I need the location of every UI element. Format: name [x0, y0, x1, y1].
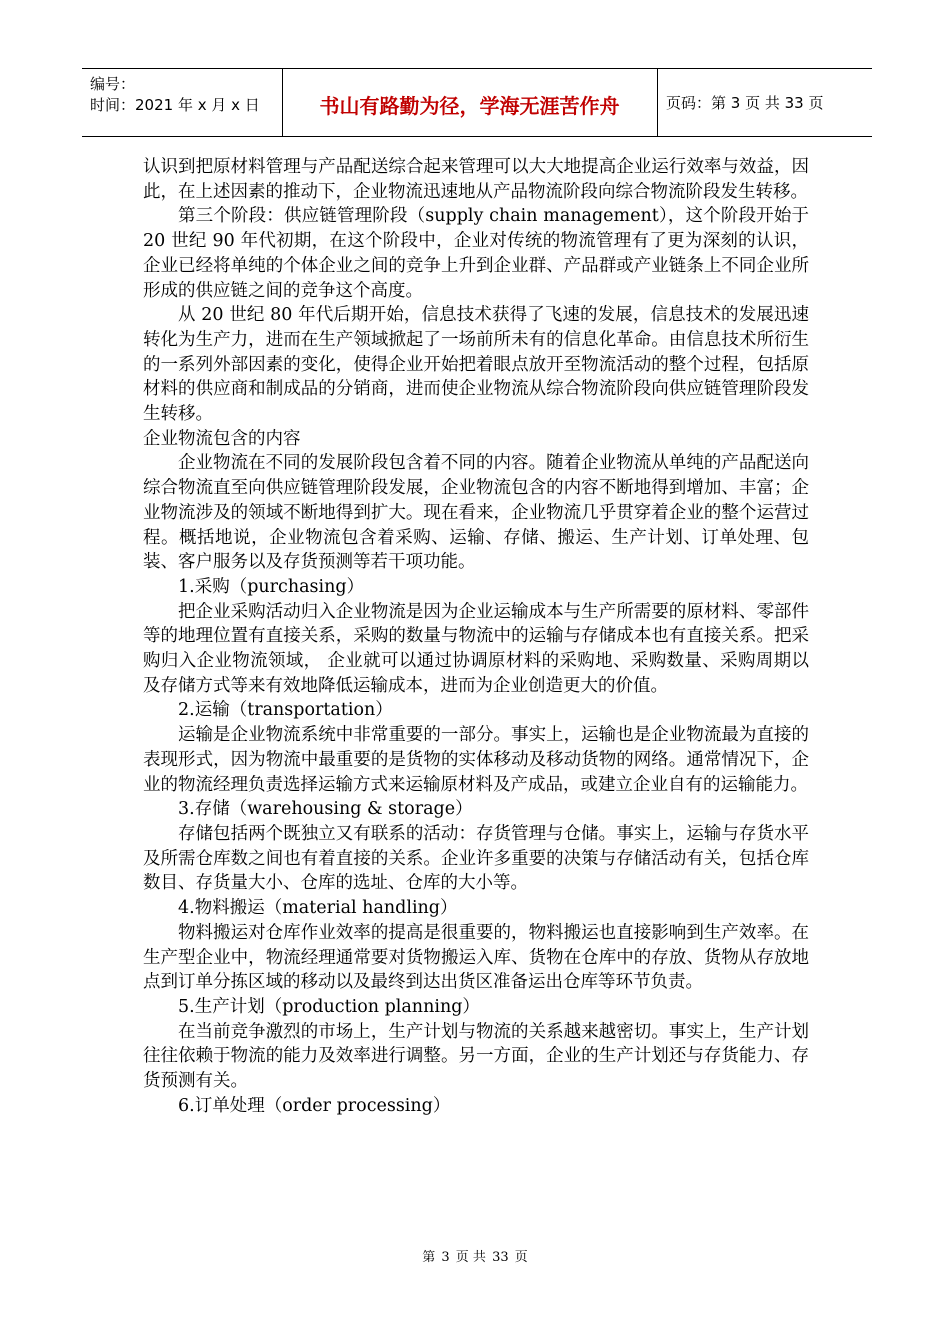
header-top-rule — [82, 68, 872, 69]
paragraph: 存储包括两个既独立又有联系的活动：存货管理与仓储。事实上，运输与存货水平及所需仓库数之间也有着直接的关系。企业许多重要的决策与存储活动有关，包括仓库数目、存货量大小、仓库的选址、仓库的大小等。 — [143, 823, 809, 894]
footer-page-number: 3 — [441, 1250, 450, 1265]
footer-prefix: 第 — [422, 1250, 436, 1265]
paragraph: 在当前竞争激烈的市场上，生产计划与物流的关系越来越密切。事实上，生产计划往往依赖于物流的能力及效率进行调整。另一方面，企业的生产计划还与存货能力、存货预测有关。 — [143, 1021, 809, 1092]
paragraph: 认识到把原材料管理与产品配送综合起来管理可以大大地提高企业运行效率与效益，因此，在上述因素的推动下，企业物流迅速地从产品物流阶段向综合物流阶段发生转移。 — [143, 157, 809, 202]
section-heading: 6.订单处理（order processing） — [178, 1095, 451, 1116]
document-body — [143, 155, 809, 1118]
page-footer — [0, 1246, 950, 1265]
header-info — [90, 74, 260, 116]
paragraph: 企业物流包含的内容 — [143, 428, 301, 449]
section-heading: 5.生产计划（production planning） — [178, 996, 480, 1017]
number-label: 编号： — [90, 75, 136, 93]
paragraph: 第三个阶段：供应链管理阶段（supply chain management），这个阶段开始于 20 世纪 90 年代初期，在这个阶段中，企业对传统的物流管理有了更为深刻的认识，企业已经将单纯的个体企业之间的竞争上升到企业群、产品群或产业链条上不同企业所形成的供应链之间的竞争这个高度。 — [143, 206, 809, 301]
page-header — [82, 68, 872, 138]
paragraph: 物料搬运对仓库作业效率的提高是很重要的，物料搬运也直接影响到生产效率。在生产型企业中，物流经理通常要对货物搬运入库、货物在仓库中的存放、货物从存放地点到订单分拣区域的移动以及最终到达出货区准备运出仓库等环节负责。 — [143, 922, 809, 993]
section-heading: 3.存储（warehousing & storage） — [178, 799, 473, 820]
paragraph: 把企业采购活动归入企业物流是因为企业运输成本与生产所需要的原材料、零部件等的地理位置有直接关系，采购的数量与物流中的运输与存储成本也有直接关系。把采购归入企业物流领域， 企业就可以通过协调原材料的采购地、采购数量、采购周期以及存储方式等来有效地降低运输成本，进而为企业创造更大的价值。 — [143, 601, 809, 696]
header-page-label: 页码：第 3 页 共 33 页 — [666, 94, 824, 112]
paragraph: 运输是企业物流系统中非常重要的一部分。事实上，运输也是企业物流最为直接的表现形式，因为物流中最重要的是货物的实体移动及移动货物的网络。通常情况下，企业的物流经理负责选择运输方式来运输原材料及产成品，或建立企业自有的运输能力。 — [143, 725, 809, 795]
header-bottom-rule — [82, 136, 872, 137]
section-heading: 4.物料搬运（material handling） — [178, 898, 458, 919]
header-divider — [657, 68, 658, 136]
paragraph: 企业物流在不同的发展阶段包含着不同的内容。随着企业物流从单纯的产品配送向综合物流直至向供应链管理阶段发展，企业物流包含的内容不断地得到增加、丰富；企业物流涉及的领域不断地得到扩大。现在看来，企业物流几乎贯穿着企业的整个运营过程。概括地说，企业物流包含着采购、运输、存储、搬运、生产计划、订单处理、包装、客户服务以及存货预测等若干项功能。 — [143, 453, 809, 573]
footer-total-pages: 33 — [492, 1250, 509, 1265]
header-motto: 书山有路勤为径，学海无涯苦作舟 — [319, 94, 620, 118]
section-heading: 2.运输（transportation） — [178, 700, 393, 721]
paragraph: 从 20 世纪 80 年代后期开始，信息技术获得了飞速的发展，信息技术的发展迅速转化为生产力，进而在生产领域掀起了一场前所未有的信息化革命。由信息技术所衍生的一系列外部因素的变化，使得企业开始把着眼点放开至物流活动的整个过程，包括原材料的供应商和制成品的分销商，进而使企业物流从综合物流阶段向供应链管理阶段发生转移。 — [143, 305, 809, 425]
section-heading: 1.采购（purchasing） — [178, 576, 365, 597]
footer-mid: 页 共 — [455, 1250, 486, 1265]
time-label: 时间：2021 年 x 月 x 日 — [90, 96, 260, 114]
footer-suffix: 页 — [514, 1250, 528, 1265]
